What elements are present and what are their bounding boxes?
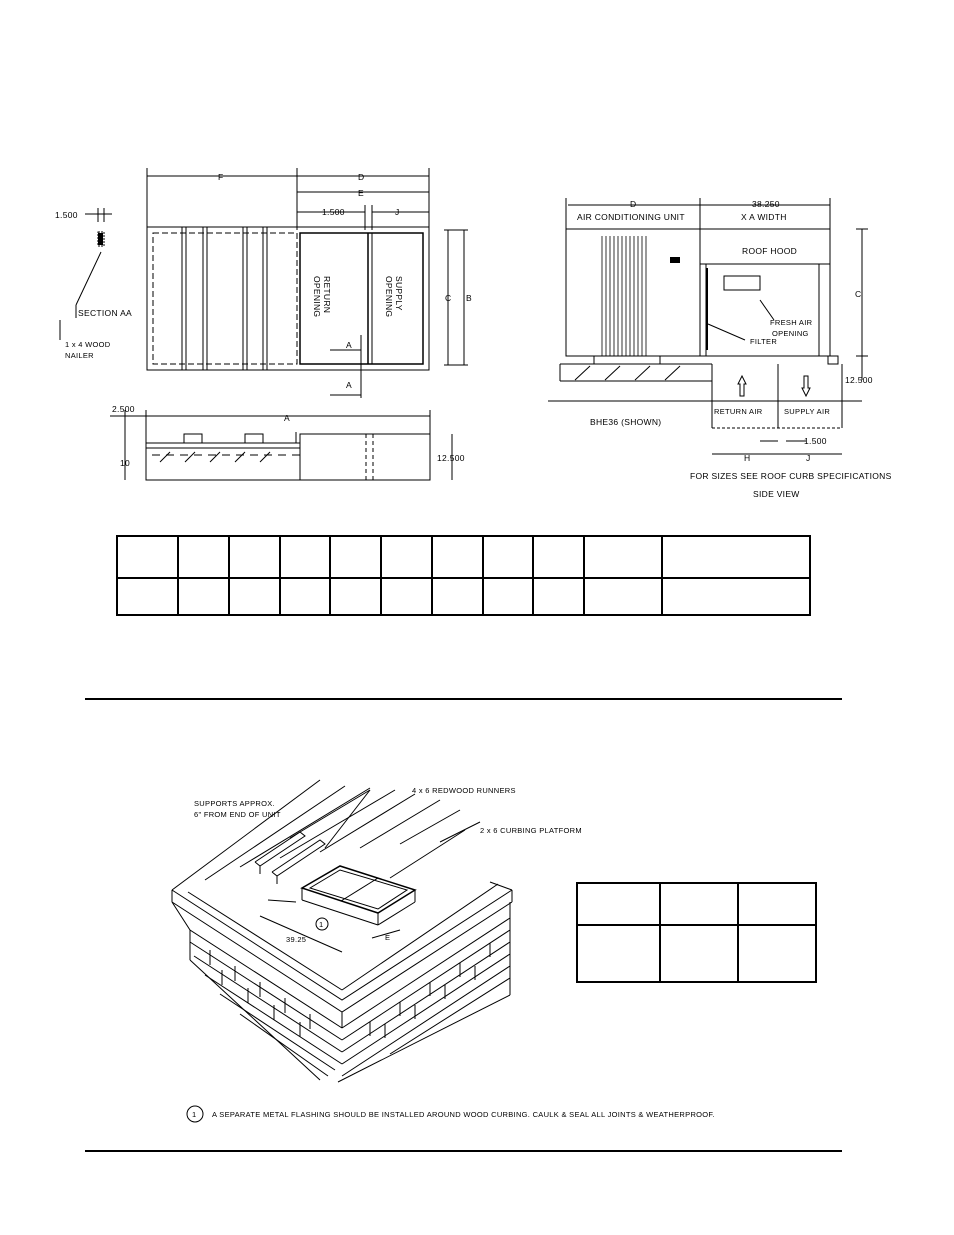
side-dim-1500-label: 1.500 bbox=[804, 436, 827, 446]
table-cell bbox=[660, 883, 738, 925]
section-aa-label: SECTION AA bbox=[78, 308, 133, 318]
dim-1500-label: 1.500 bbox=[322, 207, 345, 217]
table-cell bbox=[330, 536, 381, 578]
side-dim-c-label: C bbox=[855, 289, 862, 299]
fresh-air-label-line1: FRESH AIR bbox=[770, 318, 813, 327]
table-cell bbox=[738, 883, 816, 925]
table-cell bbox=[483, 536, 534, 578]
iso-dim-3925-label: 39.25 bbox=[286, 935, 307, 944]
table-cell bbox=[178, 578, 229, 615]
sizes-footnote: FOR SIZES SEE ROOF CURB SPECIFICATIONS bbox=[690, 471, 892, 481]
fresh-air-label-line2: OPENING bbox=[772, 329, 809, 338]
flashing-note bbox=[185, 1104, 805, 1126]
table-cell bbox=[178, 536, 229, 578]
table-cell bbox=[381, 578, 432, 615]
table-cell bbox=[662, 536, 810, 578]
table-cell bbox=[280, 536, 331, 578]
section-divider-bottom bbox=[85, 1150, 842, 1152]
side-view-caption: SIDE VIEW bbox=[753, 489, 800, 499]
section-mark-upper: A bbox=[346, 340, 352, 350]
table-cell bbox=[584, 536, 662, 578]
dim-c-label: C bbox=[445, 293, 452, 303]
return-opening-line2: OPENING bbox=[312, 276, 322, 318]
supply-opening-line2: OPENING bbox=[384, 276, 394, 318]
side-dim-d-label: D bbox=[630, 199, 637, 209]
side-dim-width-label: 38.250 bbox=[752, 199, 780, 209]
table-cell bbox=[533, 536, 584, 578]
redwood-runners-label: 4 x 6 REDWOOD RUNNERS bbox=[412, 786, 516, 795]
model-shown-label: BHE36 (SHOWN) bbox=[590, 417, 662, 427]
roof-hood-label: ROOF HOOD bbox=[742, 246, 798, 256]
side-dim-j-label: J bbox=[806, 453, 811, 463]
table-cell bbox=[280, 578, 331, 615]
table-cell bbox=[381, 536, 432, 578]
curbing-isometric-drawing bbox=[160, 770, 582, 1090]
front-dim-10-label: 10 bbox=[120, 458, 131, 468]
section-aa-dim-label: 1.500 bbox=[55, 210, 78, 220]
table-cell bbox=[584, 578, 662, 615]
table-cell bbox=[660, 925, 738, 982]
front-dim-a-label: A bbox=[284, 413, 290, 423]
supply-opening-line1: SUPPLY bbox=[394, 276, 404, 311]
return-opening-line1: RETURN bbox=[322, 276, 332, 314]
table-cell bbox=[117, 536, 178, 578]
dim-e-label: E bbox=[358, 188, 364, 198]
table-cell bbox=[577, 883, 660, 925]
table-cell bbox=[533, 578, 584, 615]
xa-width-label: X A WIDTH bbox=[741, 212, 787, 222]
curb-size-table bbox=[576, 882, 817, 983]
table-cell bbox=[229, 536, 280, 578]
front-dim-2500-label: 2.500 bbox=[112, 404, 135, 414]
dim-b-label: B bbox=[466, 293, 472, 303]
section-divider-top bbox=[85, 698, 842, 700]
table-cell bbox=[432, 578, 483, 615]
supports-label-line2: 6" FROM END OF UNIT bbox=[194, 810, 281, 819]
table-cell bbox=[117, 578, 178, 615]
note-number: 1 bbox=[192, 1110, 197, 1119]
return-air-label: RETURN AIR bbox=[714, 407, 763, 416]
side-dim-12500-label: 12.500 bbox=[845, 375, 873, 385]
nailer-label-line1: 1 x 4 WOOD bbox=[65, 340, 111, 349]
front-dim-12500-label: 12.500 bbox=[437, 453, 465, 463]
table-cell bbox=[577, 925, 660, 982]
supply-air-label: SUPPLY AIR bbox=[784, 407, 831, 416]
table-cell bbox=[330, 578, 381, 615]
dim-j-label: J bbox=[395, 207, 400, 217]
table-cell bbox=[662, 578, 810, 615]
callout-1-label: 1 bbox=[319, 920, 324, 929]
ac-unit-label: AIR CONDITIONING UNIT bbox=[577, 212, 685, 222]
iso-dim-e-label: E bbox=[385, 933, 391, 942]
supports-label-line1: SUPPORTS APPROX. bbox=[194, 799, 275, 808]
filter-label: FILTER bbox=[750, 337, 778, 346]
table-cell bbox=[483, 578, 534, 615]
dimensions-table bbox=[116, 535, 811, 616]
table-cell bbox=[738, 925, 816, 982]
section-mark-lower: A bbox=[346, 380, 352, 390]
dim-f-label: F bbox=[218, 172, 224, 182]
nailer-label-line2: NAILER bbox=[65, 351, 94, 360]
curbing-platform-label: 2 x 6 CURBING PLATFORM bbox=[480, 826, 582, 835]
table-cell bbox=[229, 578, 280, 615]
side-dim-h-label: H bbox=[744, 453, 751, 463]
dim-d-label: D bbox=[358, 172, 365, 182]
roof-curb-drawing bbox=[0, 0, 954, 520]
table-cell bbox=[432, 536, 483, 578]
note-text: A SEPARATE METAL FLASHING SHOULD BE INSTALLED AROUND WOOD CURBING. CAULK & SEAL ALL JOINTS & WEATHERPROOF. bbox=[212, 1110, 715, 1119]
